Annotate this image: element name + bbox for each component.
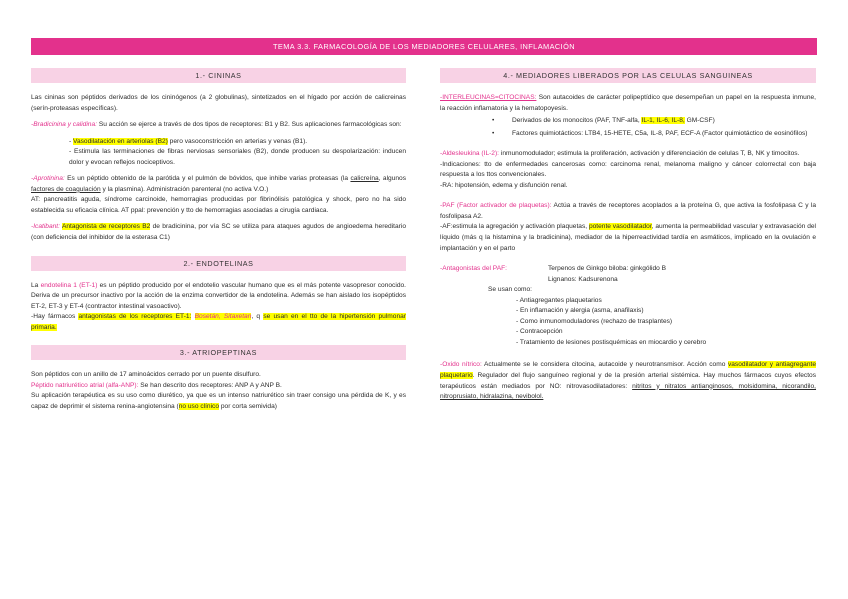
paf-af bbox=[440, 222, 816, 254]
paf-af-text: , aumenta la permeabilidad vascular y extravasación del líquido (más q la histamina y la bradicinina), mediador de la hiperreactividad tardía en asmáticos, implicado en la ovulación e implantación y en el parto bbox=[440, 223, 816, 252]
anp-paragraph bbox=[31, 381, 406, 392]
oxido-nitrico-label: -Oxido nítrico: bbox=[440, 361, 482, 369]
anp-term: Péptido natriurético atrial (alfa-ANP): bbox=[31, 381, 139, 389]
anp-aplicacion bbox=[31, 391, 406, 412]
aprotinina-label: -Aprotinina: bbox=[31, 175, 65, 183]
aldesleukina-label: -Aldesleukina (IL-2): bbox=[440, 150, 500, 158]
spacer bbox=[440, 275, 548, 286]
aprotinina-paragraph bbox=[31, 174, 406, 195]
no-uso-clinico-highlight: no uso clínico bbox=[178, 402, 220, 410]
bosetan-highlight: Bosetán, Sitaxetan bbox=[194, 313, 252, 321]
aldesleukina-paragraph bbox=[440, 149, 816, 160]
potente-vasodilatador-highlight: potente vasodilatador bbox=[588, 223, 652, 231]
antagonistas-use-item: - Tratamiento de lesiones postisquémicas en miocardio y cerebro bbox=[516, 338, 707, 346]
antagonista-b2-highlight: Antagonista de receptores B2 bbox=[61, 223, 151, 231]
vasodilatador-highlight: vasodilatador y antiagregante plaquetario bbox=[440, 361, 816, 380]
oxido-text-1: Actualmente se le considera citocina, autacoide y neurotransmisor. Acción como bbox=[481, 361, 728, 369]
antagonistas-paf-row-2 bbox=[440, 275, 816, 286]
interleucinas-paragraph bbox=[440, 93, 816, 114]
paf-paragraph bbox=[440, 201, 816, 222]
dash: - bbox=[69, 137, 74, 145]
section-heading-endotelinas: 2.- ENDOTELINAS bbox=[31, 256, 406, 271]
interleucinas-bullet-2: • Factores quimiotácticos: LTB4, 15-HETE, C5a, IL-8, PAF, ECF-A (Factor quimiotáctico de eosinófilos) bbox=[440, 129, 816, 140]
icatibant-text: de bradicinina, por vía SC se utiliza para ataques agudos de angioedema hereditario (con deficiencia del inhibidor de la esterasa C1) bbox=[31, 223, 407, 242]
aldesleukina-ra: -RA: hipotensión, edema y disfunción renal. bbox=[440, 181, 568, 189]
bradicinina-text: Su acción se ejerce a través de dos tipos de receptores: B1 y B2. Sus aplicaciones farmacológicas son: bbox=[96, 121, 402, 129]
aldesleukina-text: inmunomodulador; estimula la proliferación, activación y diferenciación de celulas T, B, NK y timocitos. bbox=[499, 150, 800, 158]
oxido-nitrico-paragraph bbox=[440, 360, 816, 402]
bradicinina-effect-1-text: pero vasoconstricción en arterias y venas (B1). bbox=[167, 137, 308, 145]
endotelina-paragraph bbox=[31, 281, 406, 313]
vasodilatacion-highlight: Vasodilatación en arteriolas (B2) bbox=[73, 137, 168, 145]
section-heading-atriopeptinas: 3.- ATRIOPEPTINAS bbox=[31, 345, 406, 360]
aprotinina-text-3: y la plasmina). Administración parenteral (no activa V.O.) bbox=[100, 185, 269, 193]
oxido-text-2: . Regulador del flujo sanguíneo regional y de la presión arterial sistémica. Hay muchos fármacos cuyos efectos terapéuticos están mediados por NO: nitrovasodilatadores: bbox=[440, 372, 816, 390]
atriopeptinas-intro: Son péptidos con un anillo de 17 aminoácidos cerrado por un puente disulfuro. bbox=[31, 371, 261, 379]
endotelina-pre: La bbox=[31, 281, 41, 289]
right-column bbox=[440, 68, 816, 409]
antagonistas-paf-label: -Antagonistas del PAF: bbox=[440, 265, 507, 273]
hipertension-highlight: se usan en el tto de la hipertensión pulmonar primaria. bbox=[31, 313, 406, 331]
bradicinina-paragraph bbox=[31, 120, 406, 131]
antagonistas-use-item: - Como inmunomoduladores (rechazo de trasplantes) bbox=[516, 317, 673, 325]
il-highlight: IL-1, IL-6, IL-8, bbox=[641, 117, 685, 125]
bradicinina-label: -Bradicinina y calidina: bbox=[31, 121, 97, 129]
se-usan-como: Se usan como: bbox=[488, 286, 532, 294]
interleucinas-bullet-1 bbox=[440, 116, 816, 127]
bradicinina-effect-1 bbox=[31, 137, 406, 148]
terpenos-text: Terpenos de Ginkgo biloba: ginkgólido B bbox=[548, 265, 667, 273]
interleucinas-label: -INTERLEUCINAS=CITOCINAS: bbox=[440, 94, 537, 101]
lignanos-text: Lignanos: Kadsurenona bbox=[548, 275, 618, 283]
interleucinas-text: Son autacoides de carácter polipeptídico que desempeñan un papel en la respuesta inmune, la reacción inflamatoria y la hematopoyesis. bbox=[440, 94, 816, 112]
antagonistas-use-item: - Antiagregantes plaquetarios bbox=[516, 296, 602, 304]
endotelina-term: endotelina 1 (ET-1) bbox=[40, 281, 98, 289]
aldesleukina-indicaciones: -Indicaciones: tto de enfermedades cancerosas como: carcinoma renal, melanoma maligno y cáncer colorrectal con baja respuesta a los ttos convencionales. bbox=[440, 160, 816, 179]
paf-text: Actúa a través de receptores acoplados a la proteína G, que activa la fosfolipasa C y la fosfolipasa A2. bbox=[440, 202, 816, 220]
anp-text: Se han descrito dos receptores: ANP A y ANP B. bbox=[138, 381, 282, 389]
icatibant-paragraph bbox=[31, 222, 406, 243]
factores-coagulacion-term: factores de coagulación bbox=[31, 185, 101, 193]
antagonistas-paf-row-1 bbox=[440, 264, 816, 275]
antagonistas-et1-paragraph bbox=[31, 312, 406, 333]
paf-label: -PAF (Factor activador de plaquetas): bbox=[440, 202, 552, 210]
antagonistas-mid: , q bbox=[251, 313, 264, 321]
antagonistas-use-item: - Contracepción bbox=[516, 328, 563, 336]
anp-aplicacion-text: Su aplicación terapéutica es su uso como diurético, ya que es un intenso natriurético sin traer consigo una pérdida de K, y es capaz de deprimir el sistema renina-angiotensina ( bbox=[31, 392, 406, 410]
aprotinina-text-2: , algunos bbox=[378, 175, 407, 183]
bradicinina-effect-2: - Estimula las terminaciones de fibras nerviosas sensoriales (B2), donde producen su despolarización: inducen dolor y evocan reflejos nociceptivos. bbox=[69, 148, 406, 166]
monocitos-end: GM-CSF) bbox=[684, 117, 715, 125]
icatibant-label: -Icatibant: bbox=[31, 223, 60, 231]
section-heading-cininas: 1.- CININAS bbox=[31, 68, 406, 83]
cininas-intro: Las cininas son péptidos derivados de los cininógenos (a 2 globulinas), sintetizados en el hígado por acción de calicreinas (serín-proteasas específicas). bbox=[31, 94, 406, 112]
calicreina-term: calicreína bbox=[350, 175, 379, 183]
anp-aplicacion-end: por corta semivida) bbox=[219, 402, 277, 410]
antagonistas-et1-highlight: antagonistas de los receptores ET-1: bbox=[78, 313, 192, 321]
endotelina-text: es un péptido producido por el endotelio vascular humano que es el más potente vasopresor conocido. Deriva de un precursor inactivo por la acción de la enzima convertidor de la endotelina. Además se han aislado los isopéptidos ET-2, ET-3 y ET-4 (contractor intestinal vasoactivo). bbox=[31, 281, 406, 310]
antagonistas-pre: -Hay fármacos bbox=[31, 313, 79, 321]
monocitos-text: Derivados de los monocitos (PAF, TNF-alfa, bbox=[512, 117, 642, 125]
left-column bbox=[31, 68, 406, 418]
section-heading-mediadores: 4.- MEDIADORES LIBERADOS POR LAS CELULAS SANGUINEAS bbox=[440, 68, 816, 83]
nitrovasodilatadores-list: nitritos y nitratos antianginosos, molsidomina, nicorandilo, nitroprusiato, hidralazina, nevibolol. bbox=[440, 382, 817, 401]
page-title: TEMA 3.3. FARMACOLOGÍA DE LOS MEDIADORES CELULARES, INFLAMACIÓN bbox=[31, 38, 817, 55]
paf-af-pre: -AF:estimula la agregación y activación plaquetas, bbox=[440, 223, 589, 231]
aprotinina-at: AT: pancreatitis aguda, síndrome carcinoide, hemorragias producidas por fibrinólisis patológica y shock, pero no ha sido establecida su eficacia clínica. AT ppal: prevención y tto de hemorragias asociadas a cirugía cardiaca. bbox=[31, 196, 406, 214]
aprotinina-text-1: Es un péptido obtenido de la parótida y el pulmón de bóvidos, que inhibe varias proteasas (la bbox=[64, 175, 351, 183]
antagonistas-use-item: - En inflamación y alergia (asma, anafilaxis) bbox=[516, 307, 644, 315]
